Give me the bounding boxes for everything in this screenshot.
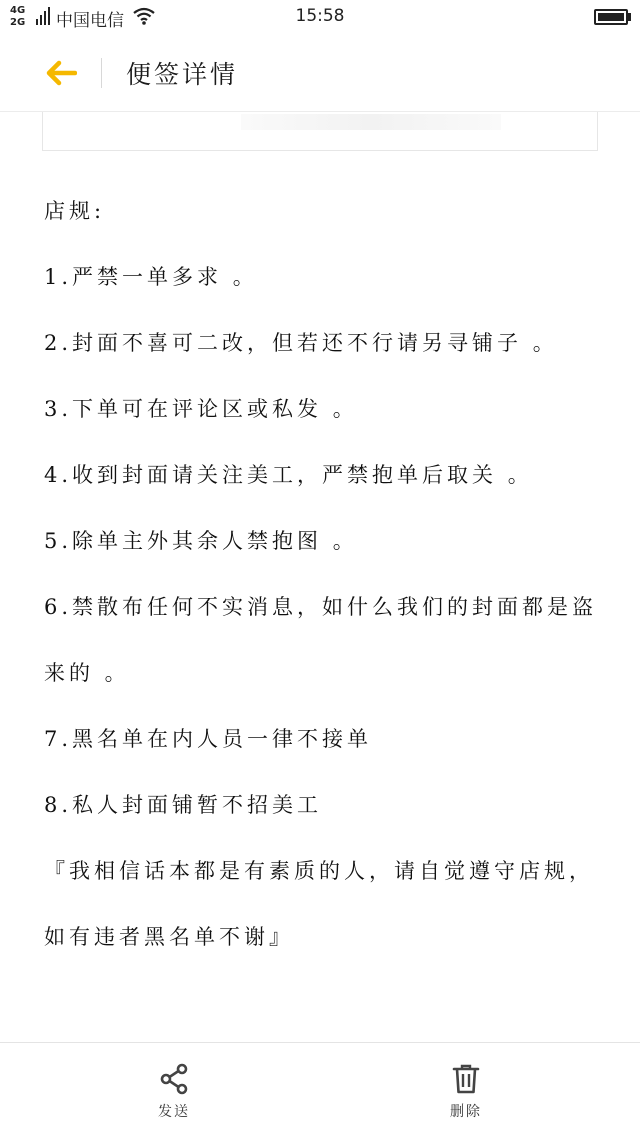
status-time: 15:58 — [295, 6, 345, 26]
note-line: 3.下单可在评论区或私发 。 — [44, 397, 358, 421]
note-line: 1.严禁一单多求 。 — [44, 265, 258, 289]
note-line: 7.黑名单在内人员一律不接单 — [44, 727, 373, 751]
note-line: 6.禁散布任何不实消息，如什么我们的封面都是盗 — [44, 595, 598, 619]
note-image-content — [241, 114, 501, 130]
arrow-left-icon — [45, 60, 77, 86]
back-button[interactable] — [38, 50, 84, 96]
note-line: 店规: — [44, 199, 106, 223]
status-bar — [0, 0, 640, 34]
note-line: 2.封面不喜可二改，但若还不行请另寻铺子 。 — [44, 331, 558, 355]
delete-label: 删除 — [450, 1104, 482, 1120]
note-line: 如有违者黑名单不谢』 — [44, 925, 294, 949]
send-button[interactable] — [114, 1043, 234, 1138]
note-image[interactable] — [42, 112, 598, 151]
bottom-toolbar — [0, 1042, 640, 1138]
network-type-top: 4G — [10, 5, 26, 16]
battery-icon — [594, 9, 628, 25]
note-line: 5.除单主外其余人禁抱图 。 — [44, 529, 358, 553]
send-label: 发送 — [158, 1104, 190, 1120]
page-title: 便签详情 — [126, 60, 239, 89]
note-line: 4.收到封面请关注美工，严禁抱单后取关 。 — [44, 463, 533, 487]
battery-nub — [628, 13, 631, 21]
note-line: 8.私人封面铺暂不招美工 — [44, 793, 323, 817]
note-line: 『我相信话本都是有素质的人，请自觉遵守店规， — [44, 859, 594, 883]
header-divider — [101, 58, 102, 88]
trash-icon — [450, 1063, 482, 1095]
carrier-name: 中国电信 — [56, 11, 124, 31]
header — [0, 34, 640, 112]
battery-level — [598, 13, 624, 21]
delete-button[interactable] — [406, 1043, 526, 1138]
network-type-bottom: 2G — [10, 17, 26, 28]
note-line: 来的 。 — [44, 661, 130, 685]
share-icon — [158, 1063, 190, 1095]
